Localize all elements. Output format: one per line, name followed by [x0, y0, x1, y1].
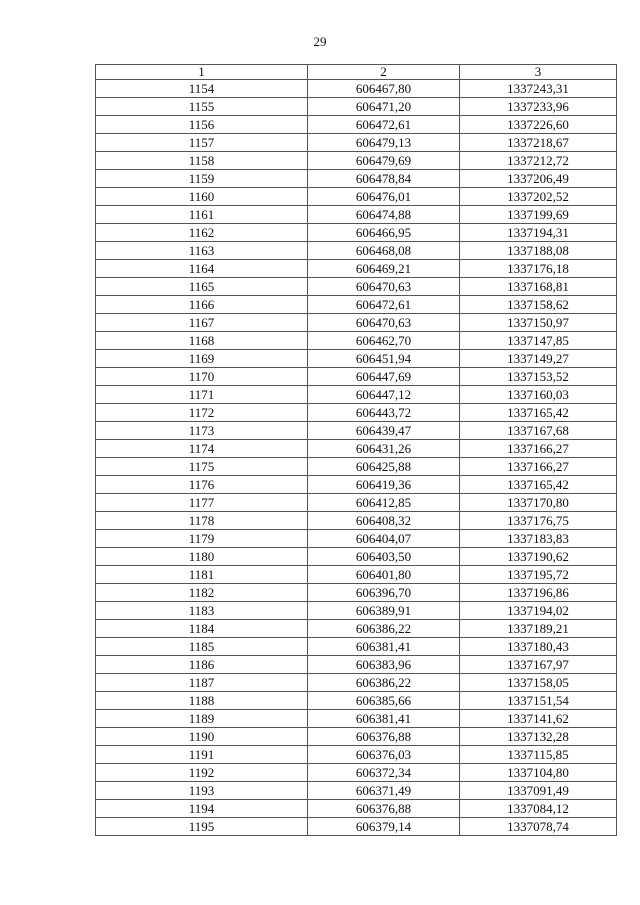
table-row	[96, 80, 617, 98]
y-coordinate-cell: 1337196,86	[460, 584, 617, 602]
x-coordinate-cell: 606443,72	[308, 404, 460, 422]
x-coordinate-cell: 606379,14	[308, 818, 460, 836]
x-coordinate-cell: 606383,96	[308, 656, 460, 674]
table-row	[96, 350, 617, 368]
x-coordinate-cell: 606472,61	[308, 116, 460, 134]
x-coordinate-cell: 606386,22	[308, 620, 460, 638]
point-number-cell: 1163	[96, 242, 308, 260]
x-coordinate-cell: 606381,41	[308, 710, 460, 728]
y-coordinate-cell: 1337091,49	[460, 782, 617, 800]
x-coordinate-cell: 606381,41	[308, 638, 460, 656]
table-row	[96, 566, 617, 584]
point-number-cell: 1173	[96, 422, 308, 440]
table-row	[96, 602, 617, 620]
table-row	[96, 638, 617, 656]
table-row	[96, 98, 617, 116]
table-row	[96, 782, 617, 800]
point-number-cell: 1190	[96, 728, 308, 746]
table-row	[96, 710, 617, 728]
point-number-cell: 1170	[96, 368, 308, 386]
point-number-cell: 1161	[96, 206, 308, 224]
point-number-cell: 1176	[96, 476, 308, 494]
point-number-cell: 1184	[96, 620, 308, 638]
x-coordinate-cell: 606404,07	[308, 530, 460, 548]
point-number-cell: 1166	[96, 296, 308, 314]
x-coordinate-cell: 606419,36	[308, 476, 460, 494]
y-coordinate-cell: 1337226,60	[460, 116, 617, 134]
table-row	[96, 728, 617, 746]
table-row	[96, 368, 617, 386]
point-number-cell: 1183	[96, 602, 308, 620]
point-number-cell: 1178	[96, 512, 308, 530]
y-coordinate-cell: 1337243,31	[460, 80, 617, 98]
point-number-cell: 1167	[96, 314, 308, 332]
table-row	[96, 224, 617, 242]
table-row	[96, 620, 617, 638]
x-coordinate-cell: 606439,47	[308, 422, 460, 440]
point-number-cell: 1159	[96, 170, 308, 188]
point-number-cell: 1191	[96, 746, 308, 764]
x-coordinate-cell: 606470,63	[308, 278, 460, 296]
point-number-cell: 1160	[96, 188, 308, 206]
y-coordinate-cell: 1337180,43	[460, 638, 617, 656]
table-row	[96, 332, 617, 350]
y-coordinate-cell: 1337115,85	[460, 746, 617, 764]
x-coordinate-cell: 606376,03	[308, 746, 460, 764]
x-coordinate-cell: 606412,85	[308, 494, 460, 512]
table-row	[96, 386, 617, 404]
y-coordinate-cell: 1337141,62	[460, 710, 617, 728]
x-coordinate-cell: 606376,88	[308, 728, 460, 746]
point-number-cell: 1185	[96, 638, 308, 656]
point-number-cell: 1179	[96, 530, 308, 548]
y-coordinate-cell: 1337132,28	[460, 728, 617, 746]
y-coordinate-cell: 1337158,62	[460, 296, 617, 314]
y-coordinate-cell: 1337166,27	[460, 440, 617, 458]
table-row	[96, 530, 617, 548]
x-coordinate-cell: 606472,61	[308, 296, 460, 314]
point-number-cell: 1172	[96, 404, 308, 422]
x-coordinate-cell: 606425,88	[308, 458, 460, 476]
y-coordinate-cell: 1337165,42	[460, 476, 617, 494]
table-row	[96, 188, 617, 206]
point-number-cell: 1186	[96, 656, 308, 674]
y-coordinate-cell: 1337104,80	[460, 764, 617, 782]
x-coordinate-cell: 606431,26	[308, 440, 460, 458]
y-coordinate-cell: 1337202,52	[460, 188, 617, 206]
point-number-cell: 1181	[96, 566, 308, 584]
y-coordinate-cell: 1337218,67	[460, 134, 617, 152]
x-coordinate-cell: 606451,94	[308, 350, 460, 368]
table-row	[96, 764, 617, 782]
x-coordinate-cell: 606479,69	[308, 152, 460, 170]
y-coordinate-cell: 1337183,83	[460, 530, 617, 548]
table-row	[96, 242, 617, 260]
x-coordinate-cell: 606385,66	[308, 692, 460, 710]
x-coordinate-cell: 606467,80	[308, 80, 460, 98]
table-row	[96, 800, 617, 818]
x-coordinate-cell: 606386,22	[308, 674, 460, 692]
y-coordinate-cell: 1337168,81	[460, 278, 617, 296]
column-header-3: 3	[460, 65, 617, 80]
table-row	[96, 674, 617, 692]
x-coordinate-cell: 606396,70	[308, 584, 460, 602]
y-coordinate-cell: 1337188,08	[460, 242, 617, 260]
y-coordinate-cell: 1337078,74	[460, 818, 617, 836]
y-coordinate-cell: 1337170,80	[460, 494, 617, 512]
table-row	[96, 206, 617, 224]
table-row	[96, 440, 617, 458]
x-coordinate-cell: 606401,80	[308, 566, 460, 584]
x-coordinate-cell: 606408,32	[308, 512, 460, 530]
y-coordinate-cell: 1337153,52	[460, 368, 617, 386]
x-coordinate-cell: 606371,49	[308, 782, 460, 800]
point-number-cell: 1169	[96, 350, 308, 368]
x-coordinate-cell: 606372,34	[308, 764, 460, 782]
table-row	[96, 260, 617, 278]
y-coordinate-cell: 1337206,49	[460, 170, 617, 188]
y-coordinate-cell: 1337151,54	[460, 692, 617, 710]
table-row	[96, 458, 617, 476]
table-row	[96, 746, 617, 764]
table-row	[96, 404, 617, 422]
table-row	[96, 134, 617, 152]
x-coordinate-cell: 606476,01	[308, 188, 460, 206]
point-number-cell: 1182	[96, 584, 308, 602]
y-coordinate-cell: 1337233,96	[460, 98, 617, 116]
point-number-cell: 1154	[96, 80, 308, 98]
table-row	[96, 278, 617, 296]
y-coordinate-cell: 1337212,72	[460, 152, 617, 170]
table-header-row	[96, 65, 617, 80]
x-coordinate-cell: 606389,91	[308, 602, 460, 620]
point-number-cell: 1187	[96, 674, 308, 692]
table-row	[96, 116, 617, 134]
x-coordinate-cell: 606466,95	[308, 224, 460, 242]
table-row	[96, 314, 617, 332]
point-number-cell: 1162	[96, 224, 308, 242]
y-coordinate-cell: 1337176,75	[460, 512, 617, 530]
table-row	[96, 476, 617, 494]
table-row	[96, 548, 617, 566]
table-row	[96, 512, 617, 530]
x-coordinate-cell: 606403,50	[308, 548, 460, 566]
table-row	[96, 692, 617, 710]
y-coordinate-cell: 1337167,97	[460, 656, 617, 674]
x-coordinate-cell: 606447,69	[308, 368, 460, 386]
table-row	[96, 152, 617, 170]
x-coordinate-cell: 606469,21	[308, 260, 460, 278]
x-coordinate-cell: 606478,84	[308, 170, 460, 188]
y-coordinate-cell: 1337167,68	[460, 422, 617, 440]
point-number-cell: 1164	[96, 260, 308, 278]
table-row	[96, 422, 617, 440]
point-number-cell: 1165	[96, 278, 308, 296]
x-coordinate-cell: 606479,13	[308, 134, 460, 152]
table-body	[96, 80, 617, 836]
table-row	[96, 296, 617, 314]
point-number-cell: 1171	[96, 386, 308, 404]
y-coordinate-cell: 1337150,97	[460, 314, 617, 332]
table-row	[96, 494, 617, 512]
y-coordinate-cell: 1337189,21	[460, 620, 617, 638]
x-coordinate-cell: 606471,20	[308, 98, 460, 116]
point-number-cell: 1174	[96, 440, 308, 458]
point-number-cell: 1192	[96, 764, 308, 782]
x-coordinate-cell: 606468,08	[308, 242, 460, 260]
x-coordinate-cell: 606470,63	[308, 314, 460, 332]
point-number-cell: 1168	[96, 332, 308, 350]
point-number-cell: 1157	[96, 134, 308, 152]
x-coordinate-cell: 606474,88	[308, 206, 460, 224]
x-coordinate-cell: 606462,70	[308, 332, 460, 350]
point-number-cell: 1155	[96, 98, 308, 116]
point-number-cell: 1188	[96, 692, 308, 710]
page-number: 29	[313, 34, 327, 49]
point-number-cell: 1158	[96, 152, 308, 170]
y-coordinate-cell: 1337199,69	[460, 206, 617, 224]
y-coordinate-cell: 1337176,18	[460, 260, 617, 278]
table-row	[96, 656, 617, 674]
y-coordinate-cell: 1337166,27	[460, 458, 617, 476]
point-number-cell: 1180	[96, 548, 308, 566]
y-coordinate-cell: 1337195,72	[460, 566, 617, 584]
point-number-cell: 1195	[96, 818, 308, 836]
y-coordinate-cell: 1337160,03	[460, 386, 617, 404]
column-header-1: 1	[96, 65, 308, 80]
point-number-cell: 1175	[96, 458, 308, 476]
x-coordinate-cell: 606376,88	[308, 800, 460, 818]
y-coordinate-cell: 1337194,31	[460, 224, 617, 242]
y-coordinate-cell: 1337165,42	[460, 404, 617, 422]
coordinates-table	[95, 64, 617, 836]
x-coordinate-cell: 606447,12	[308, 386, 460, 404]
y-coordinate-cell: 1337158,05	[460, 674, 617, 692]
point-number-cell: 1156	[96, 116, 308, 134]
column-header-2: 2	[308, 65, 460, 80]
y-coordinate-cell: 1337190,62	[460, 548, 617, 566]
point-number-cell: 1177	[96, 494, 308, 512]
table-row	[96, 170, 617, 188]
table-row	[96, 584, 617, 602]
point-number-cell: 1189	[96, 710, 308, 728]
y-coordinate-cell: 1337147,85	[460, 332, 617, 350]
y-coordinate-cell: 1337149,27	[460, 350, 617, 368]
point-number-cell: 1194	[96, 800, 308, 818]
point-number-cell: 1193	[96, 782, 308, 800]
y-coordinate-cell: 1337084,12	[460, 800, 617, 818]
y-coordinate-cell: 1337194,02	[460, 602, 617, 620]
table-row	[96, 818, 617, 836]
